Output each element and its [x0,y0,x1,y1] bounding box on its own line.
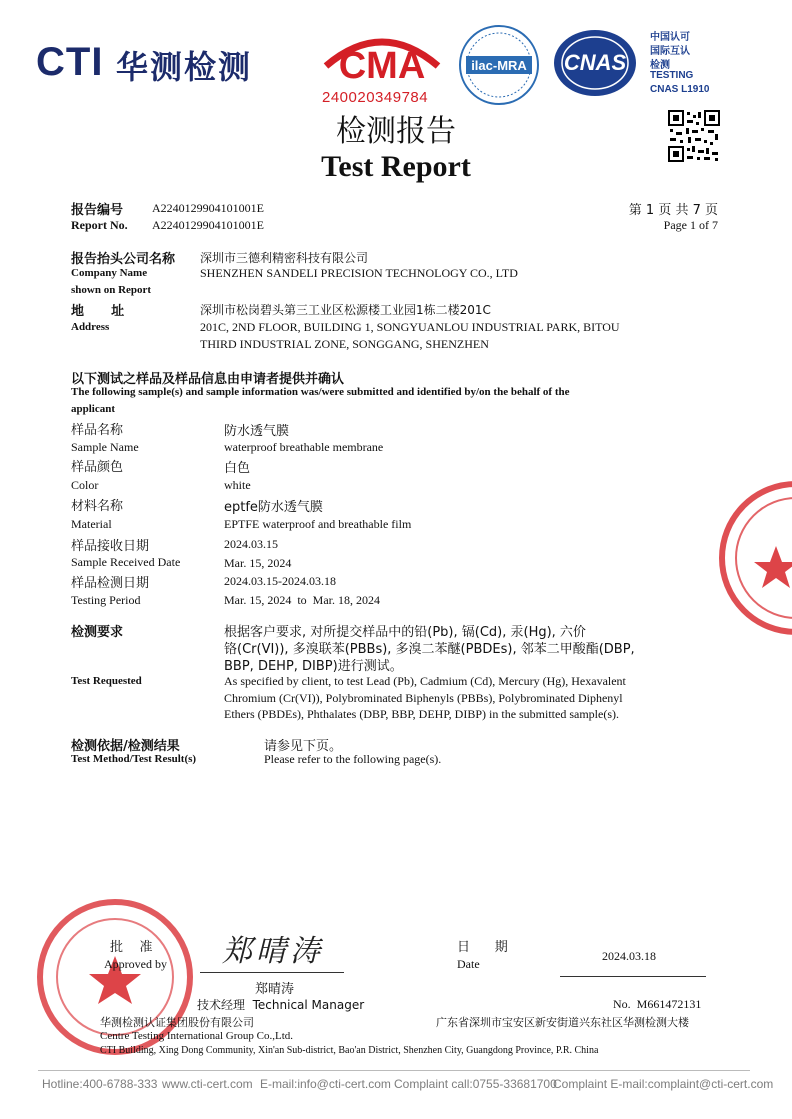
color-label-en: Color [71,478,99,492]
address-value-cn: 深圳市松岗碧头第三工业区松源楼工业园1栋二楼201C [200,303,491,317]
color-value-en: white [224,478,251,492]
sample-name-label-en: Sample Name [71,440,139,454]
ilac-label: ilac-MRA [471,58,527,73]
cnas-en-line-2: CNAS L1910 [650,84,710,95]
sample-name-label-cn: 样品名称 [71,423,124,438]
footer-website[interactable]: www.cti-cert.com [162,1077,253,1091]
test-request-value-cn-1: 根据客户要求, 对所提交样品中的铅(Pb), 镉(Cd), 汞(Hg), 六价 [224,625,586,640]
address-value-en-1: 201C, 2ND FLOOR, BUILDING 1, SONGYUANLOU INDUSTRIAL PARK, BITOU [200,320,620,334]
test-request-value-en-1: As specified by client, to test Lead (Pb), Cadmium (Cd), Mercury (Hg), Hexavalent [224,674,626,688]
signature: 郑晴涛 [222,934,324,969]
company-value-cn: 深圳市三德利精密科技有限公司 [200,251,369,265]
material-value-en: EPTFE waterproof and breathable film [224,517,412,531]
testing-period-value-en: Mar. 15, 2024 to Mar. 18, 2024 [224,593,380,607]
signer-title: 技术经理 Technical Manager [197,998,365,1012]
approved-label-cn: 批 准 [110,940,153,955]
approved-label-en: Approved by [104,957,167,971]
test-request-value-cn-2: 铬(Cr(VI)), 多溴联苯(PBBs), 多溴二苯醚(PBDEs), 邻苯二甲酸酯(DBP, [224,642,635,657]
signer-name: 郑晴涛 [255,982,295,997]
color-value-cn: 白色 [224,461,251,476]
cma-number: 240020349784 [322,89,429,106]
footer-complaint-call: Complaint call:0755-33681700 [394,1077,557,1091]
date-label-en: Date [457,957,480,971]
received-date-value-cn: 2024.03.15 [224,537,278,551]
address-label-en: Address [71,321,110,333]
footer-hotline: Hotline:400-6788-333 [42,1077,158,1091]
test-request-label-cn: 检测要求 [71,625,124,640]
received-date-label-en: Sample Received Date [71,555,181,569]
cti-logo: CTI [36,40,104,84]
cnas-cn-line-3: 检测 [650,60,670,71]
testing-period-value-cn: 2024.03.15-2024.03.18 [224,574,336,588]
received-date-value-en: Mar. 15, 2024 [224,556,292,570]
company-address-en: CTI Building, Xing Dong Community, Xin'an Sub-district, Bao'an District, Shenzhen City, Guangdong Province, P.R. China [100,1045,599,1056]
cnas-logo [552,28,638,98]
footer-complaint-email[interactable]: Complaint E-mail:complaint@cti-cert.com [553,1077,774,1091]
testing-period-label-en: Testing Period [71,593,141,607]
cnas-cn-line-2: 国际互认 [650,46,690,57]
footer-divider [38,1070,750,1071]
date-label-cn: 日 期 [457,940,508,955]
method-value-cn: 请参见下页。 [264,739,343,754]
company-label-en-2: shown on Report [71,284,152,296]
page-number-en: Page 1 of 7 [663,218,718,232]
sample-intro-en-1: The following sample(s) and sample information was/were submitted and identified by/on the behalf of the [71,386,570,398]
company-value-en: SHENZHEN SANDELI PRECISION TECHNOLOGY CO., LTD [200,266,518,280]
material-value-cn: eptfe防水透气膜 [224,500,323,515]
test-request-value-cn-3: BBP, DEHP, DIBP)进行测试。 [224,659,403,674]
title-cn: 检测报告 [336,114,456,149]
sample-name-value-cn: 防水透气膜 [224,424,290,439]
address-value-en-2: THIRD INDUSTRIAL ZONE, SONGGANG, SHENZHEN [200,337,489,351]
cma-logo [322,26,442,88]
cnas-label: CNAS [563,50,627,75]
footer-email[interactable]: E-mail:info@cti-cert.com [260,1077,391,1091]
material-label-en: Material [71,517,112,531]
sample-intro-en-2: applicant [71,403,116,415]
testing-period-label-cn: 样品检测日期 [71,576,150,591]
company-label-cn: 报告抬头公司名称 [71,252,176,267]
right-edge-stamp [716,478,792,638]
date-value: 2024.03.18 [602,949,656,963]
test-request-label-en: Test Requested [71,675,142,687]
sample-intro-cn: 以下测试之样品及样品信息由申请者提供并确认 [71,372,345,387]
report-no-label-cn: 报告编号 [71,203,124,218]
material-label-cn: 材料名称 [71,499,124,514]
report-no-value-1: A2240129904101001E [152,201,264,215]
title-en: Test Report [321,150,471,183]
cnas-cn-line-1: 中国认可 [650,32,690,43]
date-line [560,976,706,977]
company-name-cn: 华测检测认证集团股份有限公司 [100,1016,254,1029]
method-value-en: Please refer to the following page(s). [264,752,442,766]
method-label-cn: 检测依据/检测结果 [71,739,180,754]
method-label-en: Test Method/Test Result(s) [71,753,197,765]
ilac-mra-logo [458,24,540,106]
company-label-en-1: Company Name [71,267,148,279]
report-no-value-2: A2240129904101001E [152,218,264,232]
company-name-en: Centre Testing International Group Co.,Ltd. [100,1030,294,1042]
page-number-cn: 第 1 页 共 7 页 [628,203,718,218]
test-request-value-en-3: Ethers (PBDEs), Phthalates (DBP, BBP, DEHP, DIBP) in the submitted sample(s). [224,707,619,721]
cma-label: CMA [338,45,426,87]
signature-line [200,972,344,973]
report-no-label-en: Report No. [71,218,128,232]
company-address-cn: 广东省深圳市宝安区新安街道兴东社区华测检测大楼 [436,1016,689,1029]
document-number: No. M661472131 [613,997,702,1011]
color-label-cn: 样品颜色 [71,460,124,475]
cti-logo-cn: 华测检测 [116,48,253,86]
cnas-en-line-1: TESTING [650,70,694,81]
test-request-value-en-2: Chromium (Cr(VI)), Polybrominated Biphenyls (PBBs), Polybrominated Diphenyl [224,691,623,705]
received-date-label-cn: 样品接收日期 [71,539,150,554]
address-label-cn: 地 址 [71,304,125,319]
sample-name-value-en: waterproof breathable membrane [224,440,384,454]
